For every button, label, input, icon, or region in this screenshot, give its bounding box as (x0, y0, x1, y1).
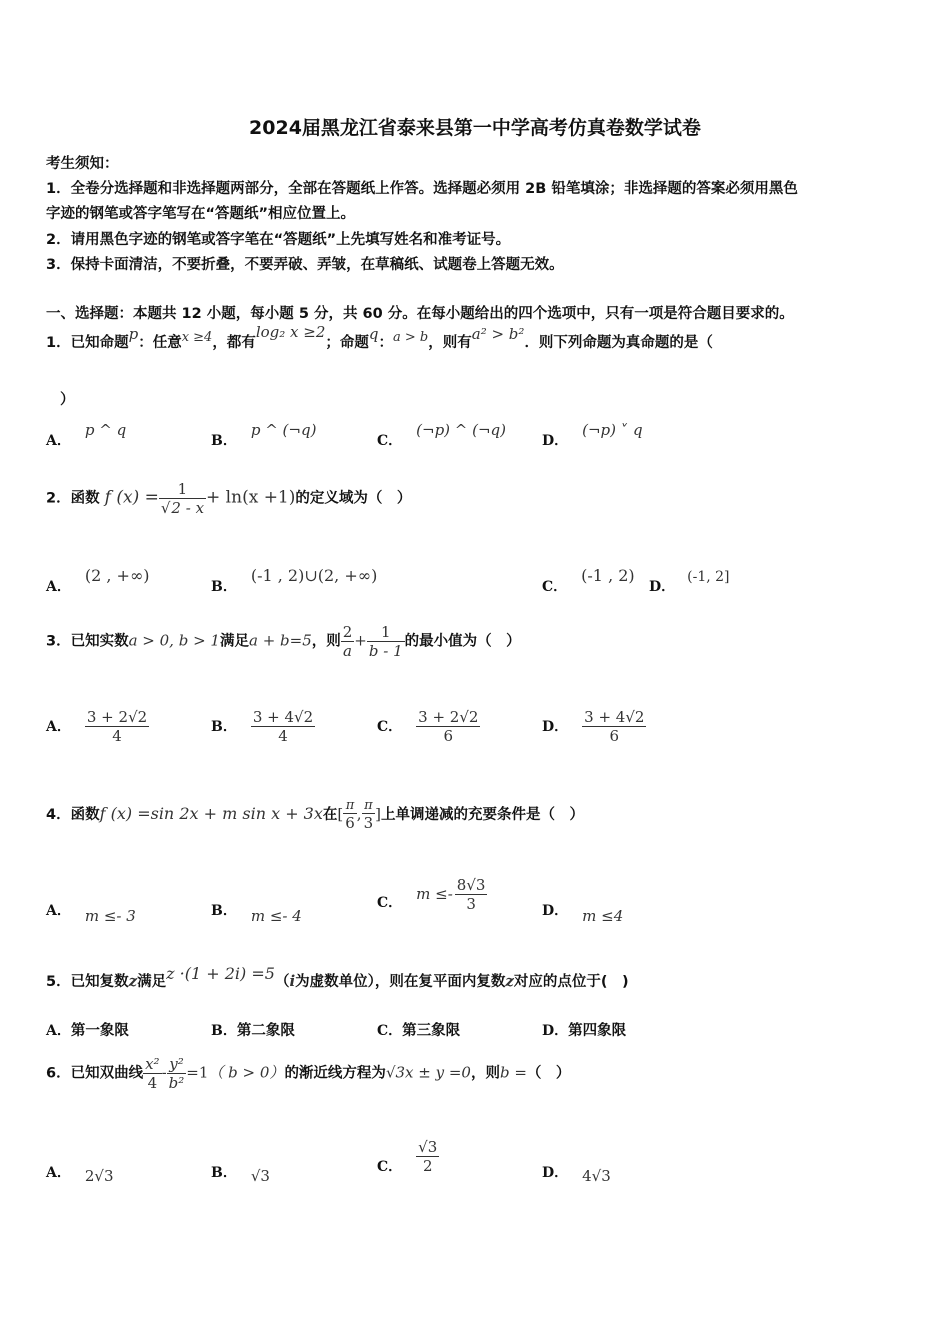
q5-option-a: A．第一象限 (46, 1023, 129, 1039)
q1-math: a² > b² (471, 325, 525, 343)
q6-text: ，则 (470, 1065, 500, 1082)
q6-fraction-2: $\frac{\text{y²}}{\text{b²}}$ (168, 1055, 185, 1092)
q3-text: 3．已知实数 (46, 633, 129, 650)
question-6-stem: 6．已知双曲线 $\frac{\text{x²}}{4}$ - $\frac{\text{y²}}{\text{b²}}$ =1（ b > 0）的渐近线方程为√3x ± y =0，则b =（ ） (46, 1055, 571, 1092)
q1-text: ，则有 (428, 335, 472, 351)
q6-fraction-1: $\frac{\text{x²}}{4}$ (145, 1055, 160, 1092)
q2-option-d: D．(-1, 2] (649, 569, 730, 595)
q3-option-d: D． $\frac{3 + 4√2}{6}$ (542, 708, 645, 745)
q3-text: 满足 (219, 633, 249, 650)
q1-text: 1．已知命题 (46, 335, 129, 351)
q5-option-c: C．第三象限 (377, 1023, 461, 1039)
q3-text: 的最小值为（ ） (404, 633, 521, 650)
q1-option-b: B．p ^ (¬q) (211, 421, 317, 449)
q1-close-paren: ） (60, 392, 75, 408)
q1-option-d: D．(¬p) ˅ q (542, 421, 643, 449)
q5-text: 为虚数单位），则在复平面内复数 (295, 974, 506, 990)
q2-option-c: C．(-1 , 2) (542, 566, 635, 595)
q1-text: ： (378, 335, 394, 351)
q5-text: 满足 (137, 974, 167, 990)
q1-math: x ≥4 (181, 330, 213, 345)
q6-option-a: A． 2√3 (46, 1165, 114, 1185)
q6-text: 的渐近线方程为 (284, 1065, 386, 1082)
question-5-stem: 5．已知复数z满足z ·(1 + 2i) =5（i为虚数单位），则在复平面内复数z对应的点位于( ) (46, 964, 629, 990)
q3-option-c: C． $\frac{3 + 2√2}{6}$ (377, 708, 479, 745)
q6-option-c: C． $\frac{√3}{2}$ (377, 1138, 438, 1175)
notice-item-1-line-2: 字迹的钢笔或答字笔写在“答题纸”相应位置上。 (46, 206, 356, 222)
q1-math: q (368, 325, 379, 343)
q3-fraction-2: $\frac{1}{b - 1}$ (368, 623, 403, 660)
q2-text: 2．函数 (46, 490, 100, 507)
q6-text: 6．已知双曲线 (46, 1065, 144, 1082)
q1-option-a: A．p ^ q (46, 421, 127, 449)
q5-option-b: B．第二象限 (211, 1023, 295, 1039)
notice-item-2: 2．请用黑色字迹的钢笔或答字笔在“答题纸”上先填写姓名和准考证号。 (46, 232, 511, 248)
question-2-stem (46, 480, 411, 517)
q1-option-c: C．(¬p) ^ (¬q) (377, 421, 507, 449)
notice-item-1-line-1: 1．全卷分选择题和非选择题两部分，全部在答题纸上作答。选择题必须用 2B 铅笔填涂；非选择题的答案必须用黑色 (46, 181, 798, 197)
q1-text: ，都有 (212, 335, 256, 351)
q3-option-b: B． $\frac{3 + 4√2}{4}$ (211, 708, 314, 745)
q4-interval-end: $\frac{\pi}{3}$ (363, 798, 374, 832)
section-heading: 一、选择题：本题共 12 小题，每小题 5 分，共 60 分。在每小题给出的四个选项中，只有一项是符合题目要求的。 (46, 306, 794, 322)
q2-option-b: B．(-1 , 2)∪(2, +∞) (211, 566, 378, 595)
q4-text: 4．函数 (46, 807, 100, 823)
q4-option-a: A． m ≤- 3 (46, 903, 136, 925)
q6-option-b: B． √3 (211, 1165, 270, 1185)
notice-item-3: 3．保持卡面清洁，不要折叠，不要弄破、弄皱，在草稿纸、试题卷上答题无效。 (46, 257, 564, 273)
q1-math: log₂ x ≥2 (255, 323, 326, 341)
question-4-stem: 4．函数f (x) =sin 2x + m sin x + 3x在[ $\frac{\pi}{6}$ , $\frac{\pi}{3}$ ]上单调递减的充要条件是（ ） (46, 798, 584, 832)
q3-option-a: A． $\frac{3 + 2√2}{4}$ (46, 708, 148, 745)
q6-option-d: D． 4√3 (542, 1165, 611, 1185)
q2-fraction: $\frac{1}{√2 - x}$ (160, 480, 205, 517)
q3-fraction-1: $\frac{2}{a}$ (342, 623, 353, 660)
page-title: 2024届黑龙江省泰来县第一中学高考仿真卷数学试卷 (249, 117, 701, 139)
q1-text: ；命题 (325, 335, 369, 351)
q4-option-b: B． m ≤- 4 (211, 903, 302, 925)
q2-lhs: f (x) = (104, 487, 159, 508)
q6-asymptote: √3x ± y =0 (385, 1063, 471, 1082)
q4-text: 上单调递减的充要条件是（ ） (380, 807, 584, 823)
q2-text: 的定义域为（ ） (295, 490, 412, 507)
q1-math: p (128, 325, 139, 343)
q4-text: 在 (322, 807, 338, 823)
q5-option-d: D．第四象限 (542, 1023, 627, 1039)
q5-text: 对应的点位于( ) (513, 974, 629, 990)
notice-heading: 考生须知： (46, 156, 119, 172)
q5-expr: z ·(1 + 2i) =5 (166, 964, 275, 983)
q5-text: 5．已知复数 (46, 974, 129, 990)
q3-text: ，则 (311, 633, 341, 650)
q4-interval-start: $\frac{\pi}{6}$ (345, 798, 355, 832)
q4-expr: f (x) =sin 2x + m sin x + 3x (99, 804, 323, 823)
question-1-stem (46, 323, 713, 352)
q3-math: a > 0, b > 1 (128, 631, 220, 650)
q1-math: a > b (393, 330, 429, 345)
q3-math: a + b=5 (248, 631, 312, 650)
q4-option-d: D． m ≤4 (542, 903, 624, 925)
q1-text: ：任意 (138, 335, 182, 351)
q6-text: （ ） (526, 1065, 571, 1082)
q2-rhs: + ln(x +1) (206, 487, 296, 508)
question-3-stem: 3．已知实数a > 0, b > 1满足a + b=5，则 $\frac{2}{a}$ + $\frac{1}{b - 1}$ 的最小值为（ ） (46, 623, 521, 660)
q4-option-c: C． m ≤- $\frac{8√3}{3}$ (377, 876, 486, 913)
q2-option-a: A．(2 , +∞) (46, 566, 150, 595)
q1-text: ．则下列命题为真命题的是（ (524, 335, 713, 351)
